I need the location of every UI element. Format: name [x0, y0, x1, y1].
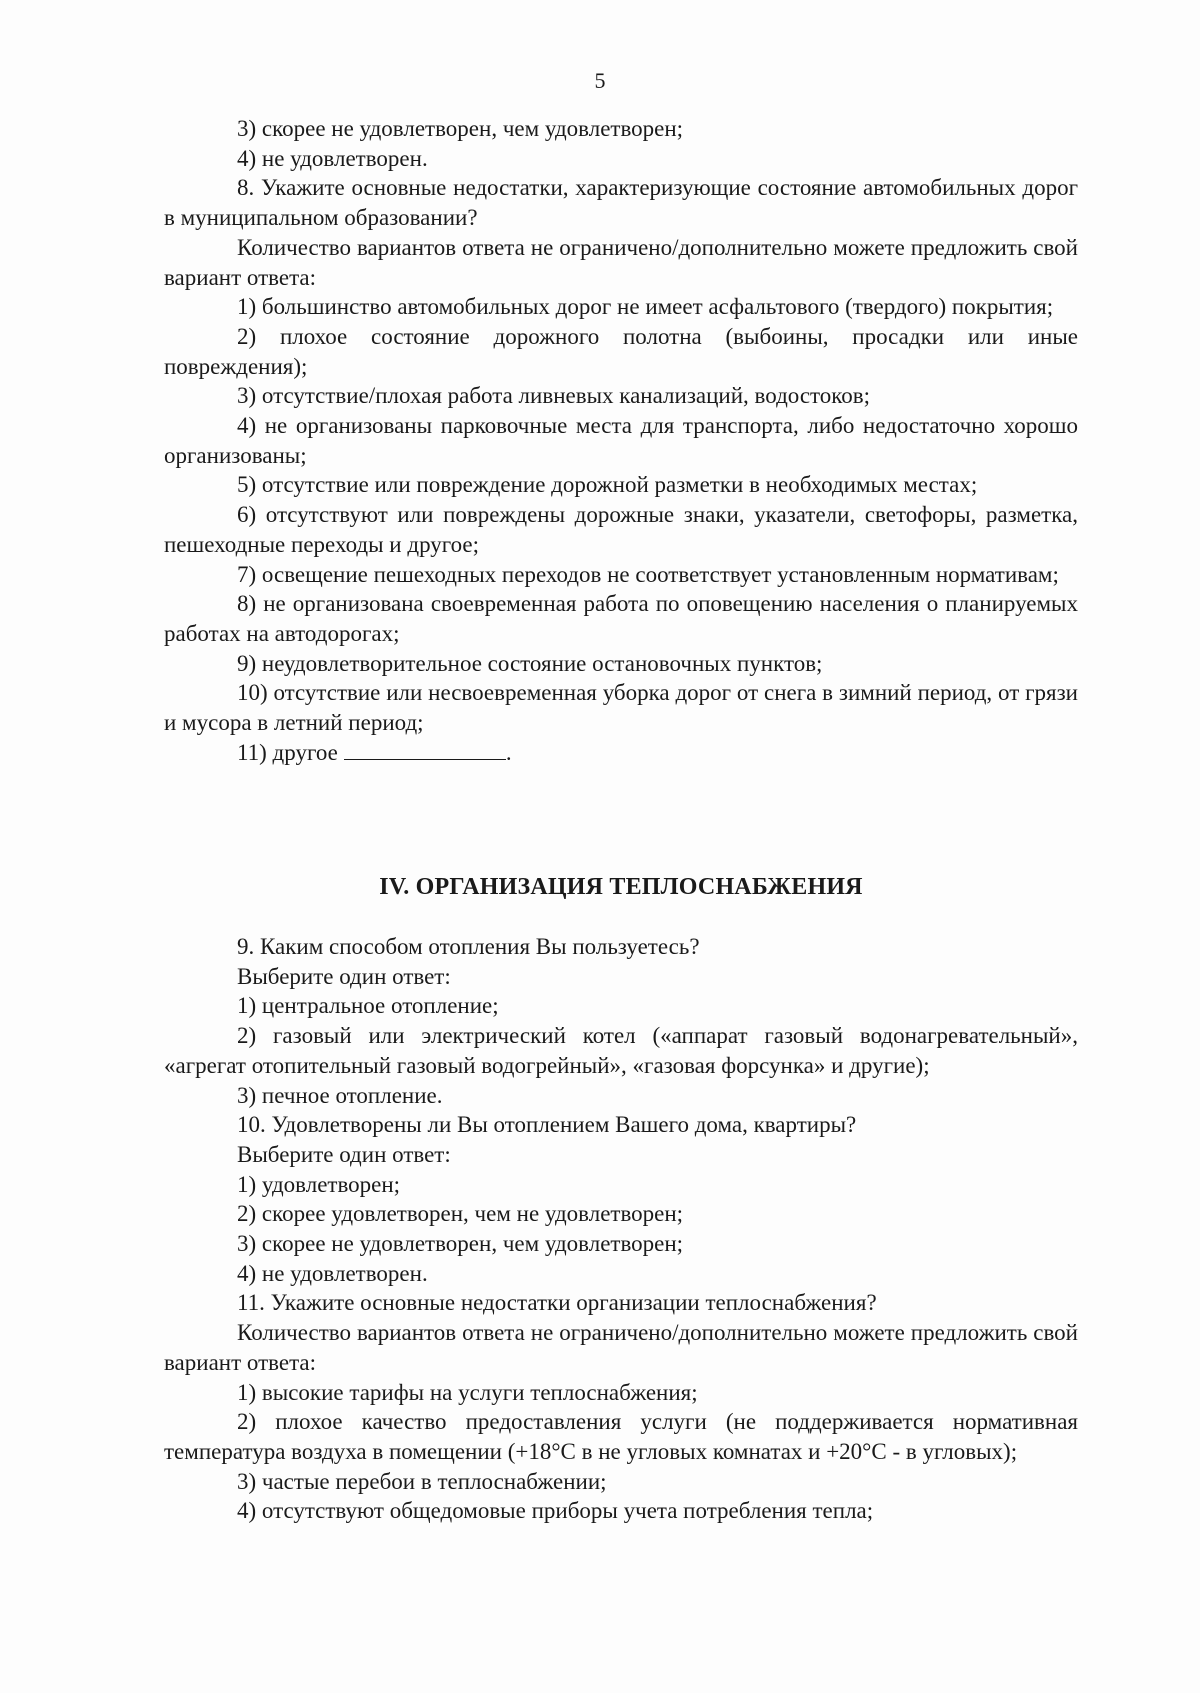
paragraph: 1) удовлетворен;	[237, 1171, 401, 1197]
paragraph: 2) газовый или электрический котел («аппарат газовый водонагревательный», «агрегат отопительный газовый водогрейный», «газовая форсунка» и другие);	[164, 1023, 1078, 1078]
paragraph: 8. Укажите основные недостатки, характеризующие состояние автомобильных дорог в муниципальном образовании?	[164, 175, 1078, 231]
paragraph: 10) отсутствие или несвоевременная уборка дорог от снега в зимний период, от грязи и мусора в летний период;	[164, 680, 1078, 736]
paragraph: 4) не организованы парковочные места для транспорта, либо недостаточно хорошо организованы;	[164, 413, 1078, 468]
answer-blank-line	[344, 739, 506, 760]
paragraph: Количество вариантов ответа не ограничено/дополнительно можете предложить свой вариант ответа:	[164, 1320, 1078, 1375]
paragraph: 9) неудовлетворительное состояние остановочных пунктов;	[237, 650, 823, 676]
paragraph: Выберите один ответ:	[237, 963, 451, 989]
paragraph: 10. Удовлетворены ли Вы отоплением Вашего дома, квартиры?	[237, 1112, 857, 1138]
paragraph: 7) освещение пешеходных переходов не соответствует установленным нормативам;	[237, 561, 1059, 587]
paragraph: 3) частые перебои в теплоснабжении;	[237, 1468, 607, 1494]
paragraph: 2) плохое качество предоставления услуги (не поддерживается нормативная температура воздуха в помещении (+18°С в не угловых комнатах и +20°С - в угловых);	[164, 1409, 1078, 1464]
paragraph: Выберите один ответ:	[237, 1141, 451, 1167]
paragraph: 3) скорее не удовлетворен, чем удовлетворен;	[237, 116, 684, 141]
paragraph: 2) скорее удовлетворен, чем не удовлетворен;	[237, 1201, 684, 1227]
page-number: 5	[594, 68, 606, 93]
paragraph: 11. Укажите основные недостатки организации теплоснабжения?	[237, 1290, 877, 1316]
paragraph: 4) не удовлетворен.	[237, 145, 428, 171]
other-answer-label: 11) другое	[237, 739, 338, 765]
paragraph: 3) печное отопление.	[237, 1082, 443, 1108]
other-answer-end: .	[505, 739, 512, 765]
text-block-lower	[164, 932, 1078, 1526]
paragraph: 2) плохое состояние дорожного полотна (выбоины, просадки или иные повреждения);	[164, 323, 1078, 379]
other-answer-line	[164, 738, 1078, 768]
paragraph: 3) отсутствие/плохая работа ливневых канализаций, водостоков;	[237, 383, 871, 409]
paragraph: 4) отсутствуют общедомовые приборы учета потребления тепла;	[237, 1498, 874, 1524]
paragraph: 1) центральное отопление;	[237, 993, 499, 1019]
paragraph: 1) высокие тарифы на услуги теплоснабжения;	[237, 1379, 698, 1405]
paragraph: 3) скорее не удовлетворен, чем удовлетворен;	[237, 1231, 684, 1257]
paragraph: 5) отсутствие или повреждение дорожной разметки в необходимых местах;	[237, 472, 978, 498]
paragraph: 6) отсутствуют или повреждены дорожные знаки, указатели, светофоры, разметка, пешеходные переходы и другое;	[164, 502, 1078, 557]
paragraph: 4) не удовлетворен.	[237, 1260, 428, 1286]
paragraph: 1) большинство автомобильных дорог не имеет асфальтового (твердого) покрытия;	[237, 294, 1054, 320]
paragraph: Количество вариантов ответа не ограничено/дополнительно можете предложить свой вариант ответа:	[164, 234, 1078, 290]
paragraph: 9. Каким способом отопления Вы пользуетесь?	[237, 934, 700, 959]
section-heading: IV. ОРГАНИЗАЦИЯ ТЕПЛОСНАБЖЕНИЯ	[379, 874, 863, 900]
paragraph: 8) не организована своевременная работа по оповещению населения о планируемых работах на автодорогах;	[164, 591, 1078, 646]
text-block-upper	[164, 114, 1078, 767]
